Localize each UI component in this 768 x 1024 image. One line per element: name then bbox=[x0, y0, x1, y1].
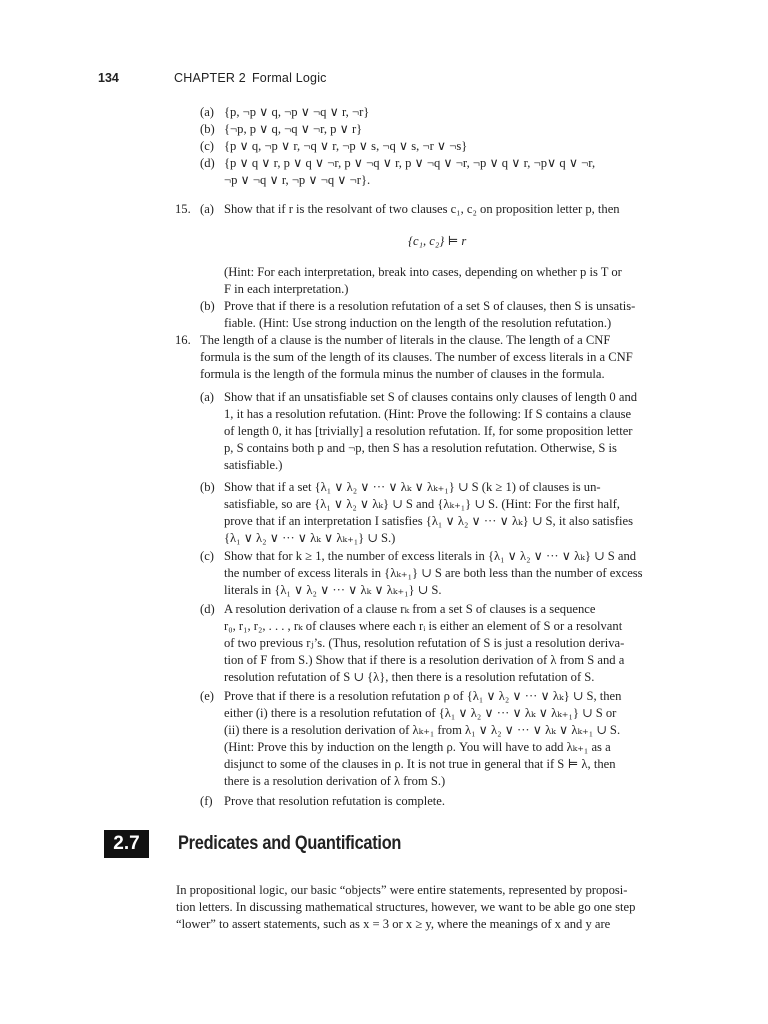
part-text: of two previous rⱼ’s. (Thus, resolution refutation of S is just a resolution deriva- bbox=[224, 636, 625, 650]
part-label: (c) bbox=[200, 549, 214, 563]
part-text: the number of excess literals in {λₖ₊₁} ∪ S are both less than the number of excess bbox=[224, 566, 643, 580]
problem-text: The length of a clause is the number of literals in the clause. The length of a CNF bbox=[200, 333, 611, 347]
part-text: disjunct to some of the clauses in ρ. It is not true in general that if S ⊨ λ, then bbox=[224, 757, 616, 771]
part-label: (d) bbox=[200, 602, 215, 616]
exercise-label: (a) bbox=[200, 105, 214, 119]
part-text: p, S contains both p and ¬p, then S has a resolution refutation. Otherwise, S is bbox=[224, 441, 617, 455]
exercise-text: {p, ¬p ∨ q, ¬p ∨ ¬q ∨ r, ¬r} bbox=[224, 105, 370, 119]
part-text: satisfiable, so are {λ₁ ∨ λ₂ ∨ λₖ} ∪ S and {λₖ₊₁} ∪ S. (Hint: For the first half, bbox=[224, 497, 620, 511]
chapter-label: CHAPTER 2 bbox=[174, 71, 246, 85]
part-text: of length 0, it has [trivially] a resolution refutation. If, for some proposition letter bbox=[224, 424, 633, 438]
display-formula: {c₁, c₂} ⊨ r bbox=[408, 234, 467, 248]
part-text: Prove that if there is a resolution refutation ρ of {λ₁ ∨ λ₂ ∨ ··· ∨ λₖ} ∪ S, then bbox=[224, 689, 622, 703]
part-text: {λ₁ ∨ λ₂ ∨ ··· ∨ λₖ ∨ λₖ₊₁} ∪ S.) bbox=[224, 531, 396, 545]
hint-text: F in each interpretation.) bbox=[224, 282, 349, 296]
part-text: Show that for k ≥ 1, the number of excess literals in {λ₁ ∨ λ₂ ∨ ··· ∨ λₖ} ∪ S and bbox=[224, 549, 637, 563]
hint-text: (Hint: For each interpretation, break into cases, depending on whether p is T or bbox=[224, 265, 622, 279]
page-number: 134 bbox=[98, 71, 119, 85]
section-title: Predicates and Quantification bbox=[178, 833, 402, 854]
part-text: (ii) there is a resolution derivation of λₖ₊₁ from λ₁ ∨ λ₂ ∨ ··· ∨ λₖ ∨ λₖ₊₁ ∪ S. bbox=[224, 723, 621, 737]
part-label: (f) bbox=[200, 794, 213, 808]
part-text: tion of F from S.) Show that if there is a resolution derivation of λ from S and a bbox=[224, 653, 625, 667]
exercise-label: (c) bbox=[200, 139, 214, 153]
section-number-badge: 2.7 bbox=[104, 830, 149, 858]
exercise-label: (d) bbox=[200, 156, 215, 170]
part-label: (e) bbox=[200, 689, 214, 703]
problem-number: 16. bbox=[175, 333, 191, 347]
part-text: literals in {λ₁ ∨ λ₂ ∨ ··· ∨ λₖ ∨ λₖ₊₁} ∪ S. bbox=[224, 583, 442, 597]
part-text: either (i) there is a resolution refutation of {λ₁ ∨ λ₂ ∨ ··· ∨ λₖ ∨ λₖ₊₁} ∪ S or bbox=[224, 706, 617, 720]
part-text: 1, it has a resolution refutation. (Hint: Prove the following: If S contains a clause bbox=[224, 407, 632, 421]
exercise-label: (b) bbox=[200, 122, 215, 136]
part-text: Prove that resolution refutation is complete. bbox=[224, 794, 446, 808]
part-text: r₀, r₁, r₂, . . . , rₖ of clauses where each rᵢ is either an element of S or a resolvant bbox=[224, 619, 623, 633]
part-text: Show that if a set {λ₁ ∨ λ₂ ∨ ··· ∨ λₖ ∨ λₖ₊₁} ∪ S (k ≥ 1) of clauses is un- bbox=[224, 480, 601, 494]
problem-text: Prove that if there is a resolution refutation of a set S of clauses, then S is unsatis- bbox=[224, 299, 636, 313]
exercise-text: {¬p, p ∨ q, ¬q ∨ ¬r, p ∨ r} bbox=[224, 122, 363, 136]
part-text: Show that if an unsatisfiable set S of clauses contains only clauses of length 0 and bbox=[224, 390, 638, 404]
part-text: satisfiable.) bbox=[224, 458, 283, 472]
body-paragraph-line: tion letters. In discussing mathematical structures, however, we want to be able go one step bbox=[176, 900, 636, 914]
problem-text: formula is the sum of the length of its clauses. The number of excess literals in a CNF bbox=[200, 350, 633, 364]
problem-number: 15. bbox=[175, 202, 191, 216]
exercise-text: {p ∨ q ∨ r, p ∨ q ∨ ¬r, p ∨ ¬q ∨ r, p ∨ ¬q ∨ ¬r, ¬p ∨ q ∨ r, ¬p∨ q ∨ ¬r, bbox=[224, 156, 596, 170]
part-label: (a) bbox=[200, 202, 214, 216]
problem-text: formula is the length of the formula minus the number of clauses in the formula. bbox=[200, 367, 605, 381]
chapter-title: Formal Logic bbox=[251, 71, 327, 85]
part-text: resolution refutation of S ∪ {λ}, then there is a resolution refutation of S. bbox=[224, 670, 595, 684]
running-header bbox=[98, 71, 698, 87]
part-text: A resolution derivation of a clause rₖ from a set S of clauses is a sequence bbox=[224, 602, 596, 616]
part-label: (b) bbox=[200, 299, 215, 313]
exercise-text: ¬p ∨ ¬q ∨ r, ¬p ∨ ¬q ∨ ¬r}. bbox=[224, 173, 371, 187]
chapter-heading bbox=[174, 71, 327, 85]
part-text: there is a resolution derivation of λ from S.) bbox=[224, 774, 446, 788]
part-label: (b) bbox=[200, 480, 215, 494]
part-text: prove that if an interpretation I satisfies {λ₁ ∨ λ₂ ∨ ··· ∨ λₖ} ∪ S, it also satisfies bbox=[224, 514, 633, 528]
problem-text: fiable. (Hint: Use strong induction on the length of the resolution refutation.) bbox=[224, 316, 612, 330]
part-label: (a) bbox=[200, 390, 214, 404]
exercise-text: {p ∨ q, ¬p ∨ r, ¬q ∨ r, ¬p ∨ s, ¬q ∨ s, ¬r ∨ ¬s} bbox=[224, 139, 468, 153]
body-paragraph-line: In propositional logic, our basic “objects” were entire statements, represented by proposi- bbox=[176, 883, 628, 897]
part-text: (Hint: Prove this by induction on the length ρ. You will have to add λₖ₊₁ as a bbox=[224, 740, 611, 754]
body-paragraph-line: “lower” to assert statements, such as x = 3 or x ≥ y, where the meanings of x and y are bbox=[176, 917, 611, 931]
problem-text: Show that if r is the resolvant of two clauses c₁, c₂ on proposition letter p, then bbox=[224, 202, 620, 216]
